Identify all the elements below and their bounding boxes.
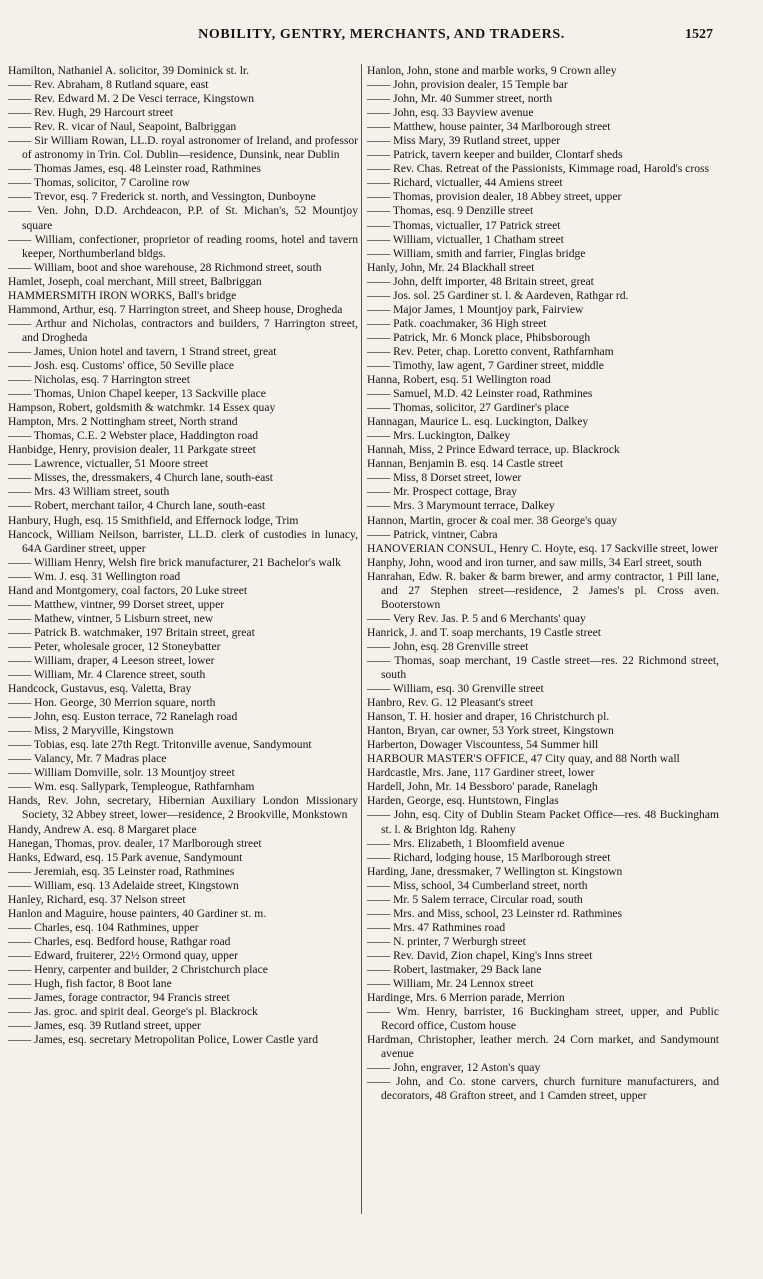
directory-entry: —— Tobias, esq. late 27th Regt. Tritonville avenue, Sandymount [8, 738, 312, 752]
directory-entry: —— William, esq. 13 Adelaide street, Kingstown [8, 878, 239, 892]
directory-entry: Hanks, Edward, esq. 15 Park avenue, Sandymount [8, 850, 243, 864]
directory-entry: —— John, provision dealer, 15 Temple bar [367, 78, 568, 92]
directory-entry: —— Samuel, M.D. 42 Leinster road, Rathmines [367, 387, 593, 401]
directory-entry: —— Rev. Hugh, 29 Harcourt street [8, 106, 174, 120]
directory-entry: Hannah, Miss, 2 Prince Edward terrace, up. Blackrock [367, 443, 620, 457]
directory-entry: —— Miss, 8 Dorset street, lower [367, 471, 522, 485]
directory-entry: Hanna, Robert, esq. 51 Wellington road [367, 373, 551, 387]
directory-entry: —— Ven. John, D.D. Archdeacon, P.P. of St. Michan's, 52 Mountjoy square [8, 204, 358, 232]
directory-entry: —— John, Mr. 40 Summer street, north [367, 92, 553, 106]
directory-entry: —— Charles, esq. Bedford house, Rathgar road [8, 934, 231, 948]
directory-entry: —— Mathew, vintner, 5 Lisburn street, new [8, 611, 214, 625]
directory-entry: Hanrick, J. and T. soap merchants, 19 Castle street [367, 625, 601, 639]
directory-entry: —— Mrs. 47 Rathmines road [367, 920, 506, 934]
directory-entry: —— Patrick, vintner, Cabra [367, 527, 498, 541]
directory-entry: —— Mr. 5 Salem terrace, Circular road, south [367, 892, 583, 906]
directory-entry: Hanton, Bryan, car owner, 53 York street, Kingstown [367, 724, 614, 738]
directory-entry: —— Edward, fruiterer, 22½ Ormond quay, upper [8, 948, 238, 962]
directory-entry: —— John, esq. Euston terrace, 72 Ranelagh road [8, 710, 238, 724]
directory-entry: Hanson, T. H. hosier and draper, 16 Christchurch pl. [367, 710, 610, 724]
directory-entry: —— Thomas James, esq. 48 Leinster road, Rathmines [8, 162, 261, 176]
directory-entry: —— James, esq. secretary Metropolitan Police, Lower Castle yard [8, 1033, 319, 1047]
directory-entry: Hamilton, Nathaniel A. solicitor, 39 Dominick st. lr. [8, 64, 250, 77]
directory-entry: —— Josh. esq. Customs' office, 50 Seville place [8, 358, 234, 372]
directory-entry: —— John, esq. 33 Bayview avenue [367, 106, 534, 120]
directory-entry: —— William, Mr. 4 Clarence street, south [8, 668, 206, 682]
directory-entry: Hanley, Richard, esq. 37 Nelson street [8, 892, 186, 906]
directory-entry: Hannan, Benjamin B. esq. 14 Castle street [367, 457, 564, 471]
directory-entry: Hands, Rev. John, secretary, Hibernian Auxiliary London Missionary Society, 32 Abbey street, lower—residence, 2 Brookville, Monkstown [8, 794, 358, 822]
directory-entry: HARBOUR MASTER'S OFFICE, 47 City quay, and 88 North wall [367, 752, 680, 766]
directory-entry: Hanly, John, Mr. 24 Blackhall street [367, 260, 535, 274]
column-divider [361, 64, 362, 1214]
directory-entry: Hanlon, John, stone and marble works, 9 Crown alley [367, 64, 617, 77]
directory-entry: —— Timothy, law agent, 7 Gardiner street, middle [367, 358, 604, 372]
directory-entry: —— Rev. Chas. Retreat of the Passionists, Kimmage road, Harold's cross [367, 162, 710, 176]
directory-entry: —— Mrs. Elizabeth, 1 Bloomfield avenue [367, 836, 565, 850]
directory-entry: —— Hon. George, 30 Merrion square, north [8, 696, 216, 710]
directory-entry: —— William, smith and farrier, Finglas bridge [367, 246, 586, 260]
directory-entry: —— Wm. Henry, barrister, 16 Buckingham street, upper, and Public Record office, Custom house [367, 1005, 719, 1033]
directory-entry: —— William, boot and shoe warehouse, 28 Richmond street, south [8, 260, 322, 274]
directory-entry: Hanbro, Rev. G. 12 Pleasant's street [367, 696, 534, 710]
directory-entry: —— John, esq. City of Dublin Steam Packet Office—res. 48 Buckingham st. l. & Brighton ldg. Raheny [367, 808, 719, 836]
directory-entry: Hannagan, Maurice L. esq. Luckington, Dalkey [367, 415, 589, 429]
directory-entry: —— William, draper, 4 Leeson street, lower [8, 653, 215, 667]
directory-entry: —— Mr. Prospect cottage, Bray [367, 485, 518, 499]
directory-entry: —— William Domville, solr. 13 Mountjoy street [8, 766, 235, 780]
directory-entry: —— Lawrence, victualler, 51 Moore street [8, 457, 209, 471]
directory-entry: Hanlon and Maguire, house painters, 40 Gardiner st. m. [8, 906, 267, 920]
directory-entry: —— Thomas, Union Chapel keeper, 13 Sackville place [8, 387, 266, 401]
directory-entry: —— Jas. groc. and spirit deal. George's pl. Blackrock [8, 1005, 258, 1019]
page-header [0, 27, 763, 49]
directory-entry: —— James, Union hotel and tavern, 1 Strand street, great [8, 344, 277, 358]
directory-entry: —— Mrs. 3 Marymount terrace, Dalkey [367, 499, 555, 513]
directory-entry: —— Thomas, solicitor, 7 Caroline row [8, 176, 190, 190]
directory-entry: —— Thomas, provision dealer, 18 Abbey street, upper [367, 190, 622, 204]
directory-entry: —— Major James, 1 Mountjoy park, Fairview [367, 302, 584, 316]
directory-entry: —— Mrs. and Miss, school, 23 Leinster rd. Rathmines [367, 906, 623, 920]
directory-entry: —— Robert, lastmaker, 29 Back lane [367, 963, 542, 976]
directory-entry: —— Mrs. 43 William street, south [8, 485, 170, 499]
directory-entry: —— Henry, carpenter and builder, 2 Christchurch place [8, 963, 268, 976]
directory-entry: —— John, esq. 28 Grenville street [367, 639, 529, 653]
directory-entry: —— James, forage contractor, 94 Francis street [8, 991, 230, 1005]
directory-entry: —— Very Rev. Jas. P. 5 and 6 Merchants' quay [367, 611, 586, 625]
directory-entry: —— Sir William Rowan, LL.D. royal astronomer of Ireland, and professor of astronomy in Trin. Col. Dublin—residence, Dunsink, near Dublin [8, 134, 358, 162]
directory-entry: —— Trevor, esq. 7 Frederick st. north, and Vessington, Dunboyne [8, 190, 316, 204]
directory-entry: —— Miss Mary, 39 Rutland street, upper [367, 134, 561, 148]
directory-entry: —— Jos. sol. 25 Gardiner st. l. & Aardeven, Rathgar rd. [367, 288, 629, 302]
directory-entry: HANOVERIAN CONSUL, Henry C. Hoyte, esq. 17 Sackville street, lower [367, 541, 718, 555]
directory-entry: —— Rev. R. vicar of Naul, Seapoint, Balbriggan [8, 120, 237, 134]
directory-entry: —— Thomas, victualler, 17 Patrick street [367, 218, 561, 232]
directory-entry: —— Miss, school, 34 Cumberland street, north [367, 878, 588, 892]
directory-entry: —— Rev. Peter, chap. Loretto convent, Rathfarnham [367, 344, 614, 358]
directory-entry: —— Hugh, fish factor, 8 Boot lane [8, 977, 172, 991]
directory-entry: —— Patrick, tavern keeper and builder, Clontarf sheds [367, 148, 623, 162]
directory-entry: Hamlet, Joseph, coal merchant, Mill street, Balbriggan [8, 274, 262, 288]
directory-entry: Harden, George, esq. Huntstown, Finglas [367, 794, 559, 808]
directory-entry: Handy, Andrew A. esq. 8 Margaret place [8, 822, 197, 836]
directory-entry: Hanrahan, Edw. R. baker & barm brewer, and army contractor, 1 Pill lane, and 27 Stephen street—residence, 2 James's pl. Cross aven. Booterstown [367, 569, 719, 611]
directory-entry: Harberton, Dowager Viscountess, 54 Summer hill [367, 738, 599, 752]
directory-entry: —— Wm. J. esq. 31 Wellington road [8, 569, 181, 583]
directory-entry: —— John, delft importer, 48 Britain street, great [367, 274, 594, 288]
running-title: NOBILITY, GENTRY, MERCHANTS, AND TRADERS. [198, 27, 565, 42]
directory-entry: —— Misses, the, dressmakers, 4 Church lane, south-east [8, 471, 273, 485]
directory-entry: Hardman, Christopher, leather merch. 24 Corn market, and Sandymount avenue [367, 1033, 719, 1061]
directory-entry: Hardcastle, Mrs. Jane, 117 Gardiner street, lower [367, 766, 595, 780]
directory-entry: —— Thomas, solicitor, 27 Gardiner's place [367, 401, 570, 415]
directory-entry: —— William Henry, Welsh fire brick manufacturer, 21 Bachelor's walk [8, 555, 341, 569]
directory-entry: —— Miss, 2 Maryville, Kingstown [8, 724, 174, 738]
directory-entry: Hammond, Arthur, esq. 7 Harrington street, and Sheep house, Drogheda [8, 302, 343, 316]
directory-entry: —— Mrs. Luckington, Dalkey [367, 429, 511, 443]
directory-entry: Hanbury, Hugh, esq. 15 Smithfield, and Effernock lodge, Trim [8, 513, 299, 527]
directory-entry: —— N. printer, 7 Werburgh street [367, 934, 526, 948]
directory-entry: —— Rev. David, Zion chapel, King's Inns street [367, 948, 593, 962]
directory-entry: —— Patrick, Mr. 6 Monck place, Phibsborough [367, 330, 591, 344]
directory-entry: —— Thomas, soap merchant, 19 Castle street—res. 22 Richmond street, south [367, 653, 719, 682]
directory-entry: —— Richard, lodging house, 15 Marlborough street [367, 850, 611, 864]
directory-entry: —— Matthew, vintner, 99 Dorset street, upper [8, 597, 225, 611]
directory-entry: Hardinge, Mrs. 6 Merrion parade, Merrion [367, 991, 565, 1005]
directory-entry: —— Nicholas, esq. 7 Harrington street [8, 373, 190, 387]
directory-entry: Hanegan, Thomas, prov. dealer, 17 Marlborough street [8, 836, 262, 850]
directory-entry: Hand and Montgomery, coal factors, 20 Luke street [8, 583, 248, 597]
directory-entry: —— John, and Co. stone carvers, church furniture manufacturers, and decorators, 48 Grafton street, and 1 Camden street, upper [367, 1075, 719, 1103]
directory-entry: Hanphy, John, wood and iron turner, and saw mills, 34 Earl street, south [367, 555, 702, 569]
directory-entry: —— Rev. Edward M. 2 De Vesci terrace, Kingstown [8, 92, 254, 106]
right-column [367, 64, 719, 1264]
directory-entry: —— Thomas, C.E. 2 Webster place, Haddington road [8, 429, 259, 443]
directory-entry: —— Charles, esq. 104 Rathmines, upper [8, 920, 199, 934]
directory-entry: —— Richard, victualler, 44 Amiens street [367, 176, 563, 190]
directory-entry: —— Patk. coachmaker, 36 High street [367, 316, 547, 330]
directory-entry: —— Thomas, esq. 9 Denzille street [367, 204, 534, 218]
directory-entry: —— John, engraver, 12 Aston's quay [367, 1061, 541, 1075]
directory-entry: —— Wm. esq. Sallypark, Templeogue, Rathfarnham [8, 780, 255, 794]
directory-entry: Hampton, Mrs. 2 Nottingham street, North strand [8, 415, 238, 429]
directory-entry: —— Arthur and Nicholas, contractors and builders, 7 Harrington street, and Drogheda [8, 316, 358, 344]
directory-entry: —— William, Mr. 24 Lennox street [367, 977, 534, 991]
directory-entry: —— Rev. Abraham, 8 Rutland square, east [8, 78, 209, 92]
directory-entry: Handcock, Gustavus, esq. Valetta, Bray [8, 682, 192, 696]
directory-entry: Hardell, John, Mr. 14 Bessboro' parade, Ranelagh [367, 780, 598, 794]
directory-entry: Hancock, William Neilson, barrister, LL.D. clerk of custodies in lunacy, 64A Gardiner street, upper [8, 527, 358, 555]
directory-entry: Hanbidge, Henry, provision dealer, 11 Parkgate street [8, 443, 256, 457]
left-column [8, 64, 358, 1264]
directory-entry: HAMMERSMITH IRON WORKS, Ball's bridge [8, 288, 237, 302]
directory-entry: —— Patrick B. watchmaker, 197 Britain street, great [8, 625, 255, 639]
page-number: 1527 [685, 27, 713, 42]
directory-entry: —— William, confectioner, proprietor of reading rooms, hotel and tavern keeper, Northumberland bldgs. [8, 232, 358, 260]
directory-entry: —— Matthew, house painter, 34 Marlborough street [367, 120, 611, 134]
directory-entry: —— Peter, wholesale grocer, 12 Stoneybatter [8, 639, 221, 653]
directory-entry: Harding, Jane, dressmaker, 7 Wellington st. Kingstown [367, 864, 623, 878]
directory-entry: —— William, victualler, 1 Chatham street [367, 232, 564, 246]
directory-entry: —— James, esq. 39 Rutland street, upper [8, 1019, 201, 1033]
directory-entry: —— William, esq. 30 Grenville street [367, 682, 544, 696]
directory-entry: —— Valancy, Mr. 7 Madras place [8, 752, 167, 766]
directory-entry: —— Jeremiah, esq. 35 Leinster road, Rathmines [8, 864, 235, 878]
directory-entry: Hampson, Robert, goldsmith & watchmkr. 14 Essex quay [8, 401, 276, 415]
directory-entry: —— Robert, merchant tailor, 4 Church lane, south-east [8, 499, 266, 513]
directory-entry: Hannon, Martin, grocer & coal mer. 38 George's quay [367, 513, 618, 527]
